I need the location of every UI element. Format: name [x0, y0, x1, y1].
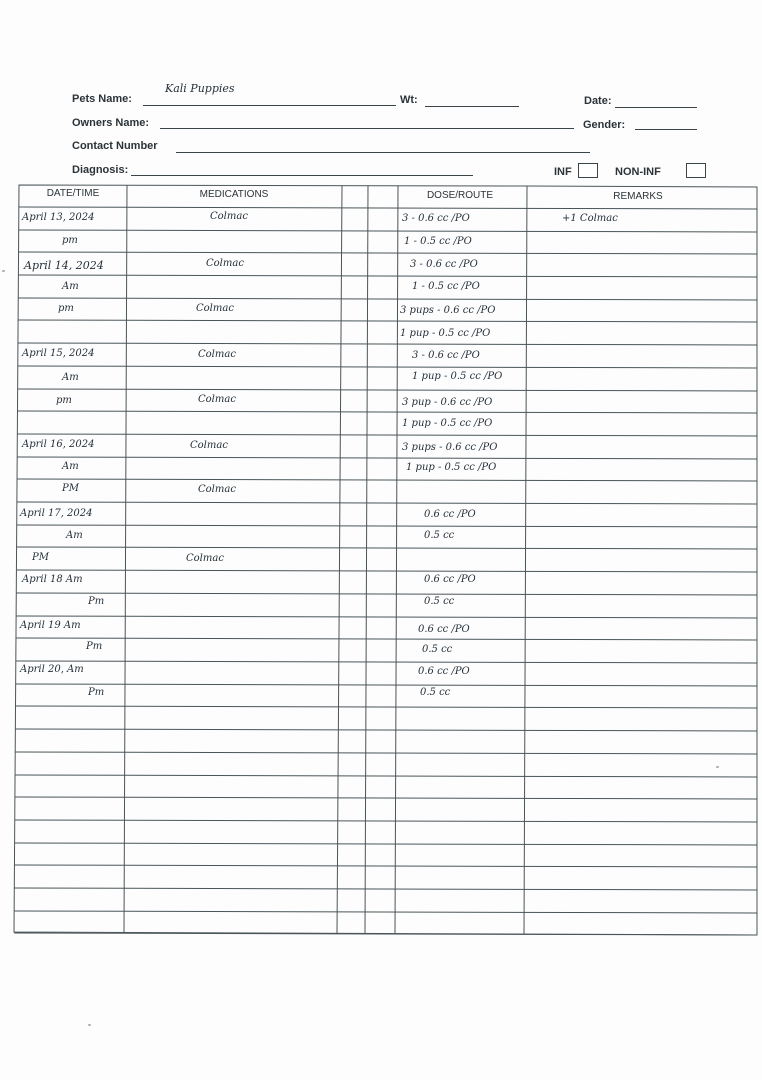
contact-number-label: Contact Number [72, 140, 158, 152]
row-6-dose: 1 pup - 0.5 cc /PO [400, 328, 491, 339]
table-row-divider [17, 479, 757, 481]
table-row-divider [15, 797, 757, 799]
table-row-divider [15, 820, 757, 822]
row-19-dose: 0.6 cc /PO [418, 624, 470, 635]
col-header-remarks: REMARKS [613, 191, 663, 202]
row-5-medication: Colmac [196, 303, 234, 314]
row-19-date: April 19 Am [20, 620, 81, 631]
table-row-divider [17, 547, 757, 549]
table-row-divider [17, 457, 757, 459]
table-row-divider [15, 843, 757, 845]
row-20-dose: 0.5 cc [422, 644, 453, 655]
pets-name-value: Kali Puppies [165, 82, 235, 95]
date-label: Date: [584, 95, 612, 107]
wt-label: Wt: [400, 94, 418, 106]
table-row-divider [18, 343, 757, 345]
row-17-dose: 0.6 cc /PO [424, 574, 476, 585]
row-21-dose: 0.6 cc /PO [418, 666, 470, 677]
row-3-date: April 14, 2024 [24, 259, 104, 272]
row-12-dose: 1 pup - 0.5 cc /PO [406, 462, 497, 473]
col-header-medications: MEDICATIONS [199, 189, 269, 200]
diagnosis-label: Diagnosis: [72, 164, 129, 176]
gender-label: Gender: [583, 119, 626, 131]
scan-speck [716, 766, 719, 768]
table-row-divider [16, 706, 757, 708]
scan-speck [88, 1024, 91, 1026]
row-9-medication: Colmac [198, 394, 236, 405]
inf-label: INF [554, 166, 572, 178]
row-2-dose: 1 - 0.5 cc /PO [404, 236, 472, 247]
row-13-medication: Colmac [198, 484, 236, 495]
row-8-dose: 1 pup - 0.5 cc /PO [412, 371, 503, 382]
pets-name-label: Pets Name: [72, 93, 132, 105]
row-11-dose: 3 pups - 0.6 cc /PO [402, 442, 498, 453]
table-row-divider [18, 320, 757, 322]
row-1-remarks: +1 Colmac [562, 213, 618, 224]
table-row-divider [19, 275, 757, 277]
row-4-dose: 1 - 0.5 cc /PO [412, 281, 480, 292]
table-row-divider [18, 298, 757, 300]
table-row-divider [14, 911, 757, 913]
table-row-divider [18, 434, 758, 436]
row-3-dose: 3 - 0.6 cc /PO [410, 259, 478, 270]
row-18-date: Pm [88, 596, 105, 607]
row-16-medication: Colmac [186, 553, 224, 564]
row-22-date: Pm [88, 687, 105, 698]
table-row-divider [18, 389, 757, 391]
table-row-divider [17, 525, 757, 527]
row-1-date: April 13, 2024 [22, 212, 95, 223]
scan-speck [2, 270, 5, 272]
table-row-divider [15, 888, 758, 890]
table-row-divider [16, 616, 757, 618]
owners-name-label: Owners Name: [72, 117, 150, 129]
row-13-date: PM [62, 483, 79, 494]
table-row-divider [17, 570, 757, 572]
table-row-divider [15, 752, 757, 754]
row-9-date: pm [56, 395, 72, 406]
row-2-date: pm [62, 235, 78, 246]
row-1-dose: 3 - 0.6 cc /PO [402, 213, 470, 224]
row-18-dose: 0.5 cc [424, 596, 455, 607]
table-row-divider [16, 684, 757, 686]
row-5-date: pm [58, 303, 74, 314]
table-row-divider [19, 230, 757, 232]
row-11-date: April 16, 2024 [22, 439, 95, 450]
row-12-date: Am [62, 461, 79, 472]
row-15-date: Am [66, 530, 83, 541]
row-22-dose: 0.5 cc [420, 687, 451, 698]
row-14-date: April 17, 2024 [20, 508, 93, 519]
row-20-date: Pm [86, 641, 103, 652]
table-row-divider [19, 252, 757, 254]
row-9-dose: 3 pup - 0.6 cc /PO [402, 397, 493, 408]
table-row-divider [15, 865, 757, 867]
col-header-dose-route: DOSE/ROUTE [426, 190, 494, 201]
row-11-medication: Colmac [190, 440, 228, 451]
row-15-dose: 0.5 cc [424, 530, 455, 541]
row-16-date: PM [32, 552, 49, 563]
row-7-medication: Colmac [198, 349, 236, 360]
table-row-divider [16, 661, 757, 663]
row-7-dose: 3 - 0.6 cc /PO [412, 350, 480, 361]
row-4-date: Am [62, 281, 79, 292]
table-row-divider [16, 593, 757, 595]
table-row-divider [16, 638, 757, 640]
row-10-dose: 1 pup - 0.5 cc /PO [402, 418, 493, 429]
row-17-date: April 18 Am [22, 574, 83, 585]
row-21-date: April 20, Am [20, 664, 84, 675]
table-row-divider [17, 502, 757, 504]
col-header-datetime: DATE/TIME [46, 188, 100, 199]
table-row-divider [18, 411, 757, 413]
row-8-date: Am [62, 372, 79, 383]
table-row-divider [16, 729, 757, 731]
table-row-divider [19, 207, 757, 209]
row-7-date: April 15, 2024 [22, 348, 95, 359]
row-14-dose: 0.6 cc /PO [424, 509, 476, 520]
row-1-medication: Colmac [210, 211, 248, 222]
table-row-divider [18, 366, 757, 368]
table-row-divider [15, 775, 757, 777]
row-3-medication: Colmac [206, 258, 244, 269]
row-5-dose: 3 pups - 0.6 cc /PO [400, 305, 496, 316]
non-inf-label: NON-INF [615, 166, 661, 178]
